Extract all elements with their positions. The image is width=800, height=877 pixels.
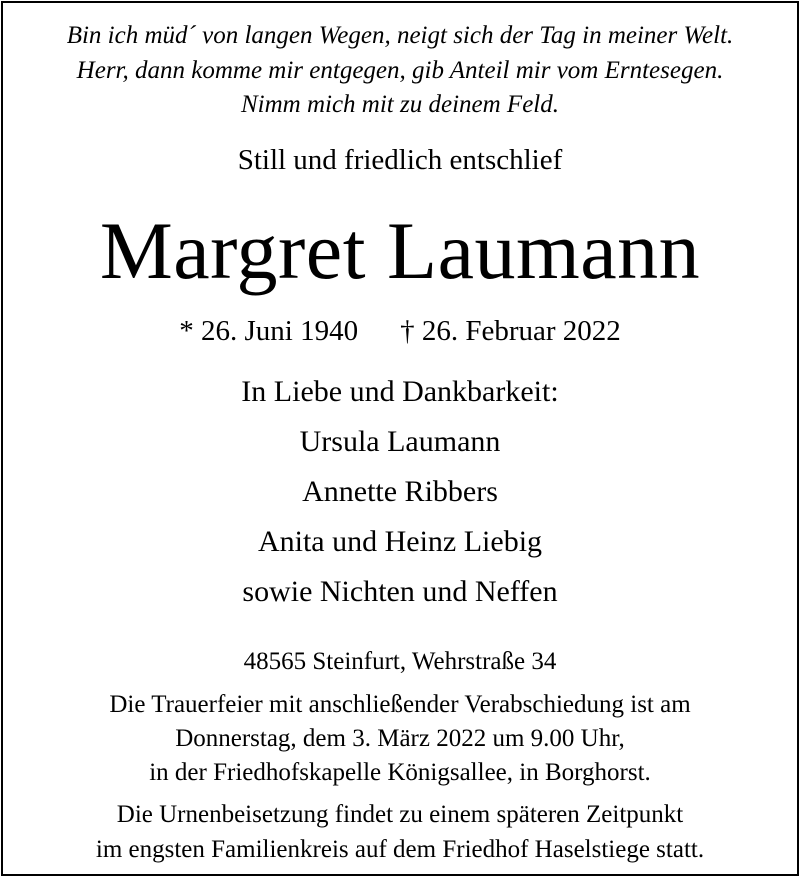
mourner-name: Ursula Laumann (299, 425, 501, 458)
burial-line-2: im engsten Familienkreis auf dem Friedhof Haselstiege statt. (95, 836, 705, 863)
funeral-line-2: Donnerstag, dem 3. März 2022 um 9.00 Uhr, (175, 725, 625, 752)
mourners-heading: In Liebe und Dankbarkeit: (241, 375, 559, 408)
deceased-name: Margret Laumann (99, 205, 701, 296)
poem-line-3: Nimm mich mit zu deinem Feld. (240, 91, 559, 118)
funeral-line-1: Die Trauerfeier mit anschließender Verabschiedung ist am (109, 691, 691, 718)
burial-line-1: Die Urnenbeisetzung findet zu einem späteren Zeitpunkt (116, 801, 684, 828)
poem-line-2: Herr, dann komme mir entgegen, gib Anteil mir vom Erntesegen. (76, 57, 724, 84)
intro-text: Still und friedlich entschlief (237, 144, 563, 176)
mourner-name: Anita und Heinz Liebig (257, 525, 543, 558)
funeral-line-3: in der Friedhofskapelle Königsallee, in Borghorst. (149, 759, 651, 786)
death-date: † 26. Februar 2022 (400, 315, 621, 347)
poem-line-1: Bin ich müd´ von langen Wegen, neigt sich der Tag in meiner Welt. (66, 22, 734, 49)
address: 48565 Steinfurt, Wehrstraße 34 (243, 648, 557, 675)
mourner-name: Annette Ribbers (302, 475, 498, 508)
life-dates (0, 317, 800, 346)
birth-date: * 26. Juni 1940 (179, 315, 359, 347)
mourner-name: sowie Nichten und Neffen (242, 575, 558, 608)
